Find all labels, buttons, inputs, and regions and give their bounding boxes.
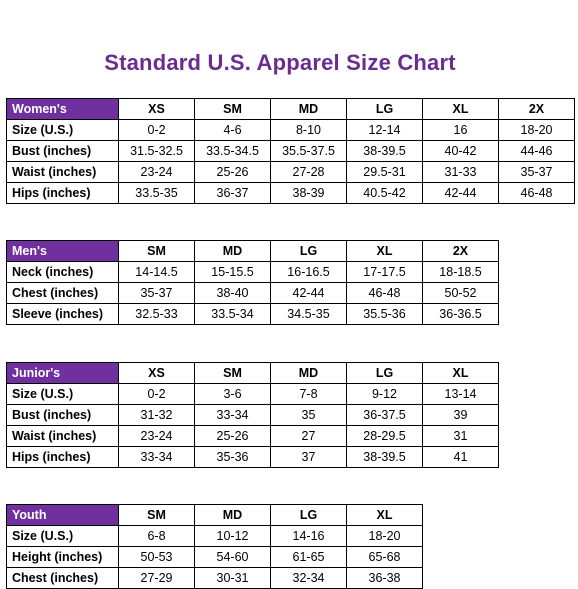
table-row [7, 141, 575, 162]
cell-value: 31-32 [119, 405, 195, 426]
cell-value: 3-6 [195, 384, 271, 405]
cell-value: 18-18.5 [423, 262, 499, 283]
cell-value: 27 [271, 426, 347, 447]
table-row [7, 568, 423, 589]
table-row [7, 405, 499, 426]
table-row [7, 183, 575, 204]
cell-value: 35-37 [119, 283, 195, 304]
column-header: LG [271, 505, 347, 526]
table-row [7, 384, 499, 405]
table-category-header: Junior's [7, 363, 119, 384]
cell-value: 6-8 [119, 526, 195, 547]
cell-value: 36-36.5 [423, 304, 499, 325]
cell-value: 35-36 [195, 447, 271, 468]
cell-value: 16-16.5 [271, 262, 347, 283]
cell-value: 15-15.5 [195, 262, 271, 283]
cell-value: 31 [423, 426, 499, 447]
cell-value: 36-38 [347, 568, 423, 589]
cell-value: 33.5-35 [119, 183, 195, 204]
table-row [7, 426, 499, 447]
column-header: SM [195, 99, 271, 120]
cell-value: 50-53 [119, 547, 195, 568]
page-title: Standard U.S. Apparel Size Chart [104, 50, 456, 75]
cell-value: 54-60 [195, 547, 271, 568]
column-header: XL [347, 505, 423, 526]
cell-value: 12-14 [347, 120, 423, 141]
table-row [7, 547, 423, 568]
table-category-header: Men's [7, 241, 119, 262]
column-header: XL [423, 99, 499, 120]
row-label: Chest (inches) [7, 283, 119, 304]
cell-value: 46-48 [499, 183, 575, 204]
table-row [7, 526, 423, 547]
table-row [7, 162, 575, 183]
cell-value: 31.5-32.5 [119, 141, 195, 162]
table-row [7, 447, 499, 468]
cell-value: 42-44 [271, 283, 347, 304]
cell-value: 40-42 [423, 141, 499, 162]
column-header: MD [195, 241, 271, 262]
cell-value: 33-34 [119, 447, 195, 468]
row-label: Bust (inches) [7, 405, 119, 426]
row-label: Waist (inches) [7, 426, 119, 447]
row-label: Hips (inches) [7, 183, 119, 204]
table-row [7, 120, 575, 141]
row-label: Bust (inches) [7, 141, 119, 162]
cell-value: 18-20 [347, 526, 423, 547]
column-header: LG [271, 241, 347, 262]
cell-value: 0-2 [119, 384, 195, 405]
row-label: Sleeve (inches) [7, 304, 119, 325]
cell-value: 39 [423, 405, 499, 426]
cell-value: 28-29.5 [347, 426, 423, 447]
table-row [7, 262, 499, 283]
table-row [7, 304, 499, 325]
cell-value: 35 [271, 405, 347, 426]
row-label: Chest (inches) [7, 568, 119, 589]
cell-value: 36-37 [195, 183, 271, 204]
column-header: XL [347, 241, 423, 262]
cell-value: 34.5-35 [271, 304, 347, 325]
cell-value: 46-48 [347, 283, 423, 304]
cell-value: 44-46 [499, 141, 575, 162]
column-header: SM [195, 363, 271, 384]
mens-size-table [6, 240, 499, 325]
cell-value: 65-68 [347, 547, 423, 568]
cell-value: 42-44 [423, 183, 499, 204]
cell-value: 7-8 [271, 384, 347, 405]
cell-value: 33-34 [195, 405, 271, 426]
cell-value: 25-26 [195, 426, 271, 447]
cell-value: 31-33 [423, 162, 499, 183]
cell-value: 14-14.5 [119, 262, 195, 283]
cell-value: 38-39.5 [347, 141, 423, 162]
cell-value: 35-37 [499, 162, 575, 183]
cell-value: 61-65 [271, 547, 347, 568]
column-header: MD [271, 363, 347, 384]
cell-value: 40.5-42 [347, 183, 423, 204]
row-label: Waist (inches) [7, 162, 119, 183]
cell-value: 10-12 [195, 526, 271, 547]
cell-value: 30-31 [195, 568, 271, 589]
cell-value: 32-34 [271, 568, 347, 589]
table-header-row [7, 505, 423, 526]
cell-value: 27-28 [271, 162, 347, 183]
youth-size-table [6, 504, 423, 589]
cell-value: 38-40 [195, 283, 271, 304]
cell-value: 29.5-31 [347, 162, 423, 183]
row-label: Size (U.S.) [7, 120, 119, 141]
cell-value: 36-37.5 [347, 405, 423, 426]
cell-value: 27-29 [119, 568, 195, 589]
column-header: XS [119, 363, 195, 384]
cell-value: 38-39.5 [347, 447, 423, 468]
cell-value: 13-14 [423, 384, 499, 405]
womens-size-table [6, 98, 575, 204]
table-category-header: Women's [7, 99, 119, 120]
table-header-row [7, 99, 575, 120]
cell-value: 8-10 [271, 120, 347, 141]
column-header: XL [423, 363, 499, 384]
column-header: SM [119, 505, 195, 526]
cell-value: 18-20 [499, 120, 575, 141]
juniors-size-table [6, 362, 499, 468]
cell-value: 35.5-36 [347, 304, 423, 325]
column-header: MD [271, 99, 347, 120]
row-label: Neck (inches) [7, 262, 119, 283]
table-category-header: Youth [7, 505, 119, 526]
cell-value: 16 [423, 120, 499, 141]
cell-value: 50-52 [423, 283, 499, 304]
cell-value: 33.5-34 [195, 304, 271, 325]
cell-value: 25-26 [195, 162, 271, 183]
cell-value: 33.5-34.5 [195, 141, 271, 162]
table-header-row [7, 363, 499, 384]
column-header: 2X [499, 99, 575, 120]
cell-value: 14-16 [271, 526, 347, 547]
column-header: SM [119, 241, 195, 262]
column-header: 2X [423, 241, 499, 262]
cell-value: 32.5-33 [119, 304, 195, 325]
cell-value: 23-24 [119, 162, 195, 183]
cell-value: 38-39 [271, 183, 347, 204]
row-label: Size (U.S.) [7, 526, 119, 547]
cell-value: 17-17.5 [347, 262, 423, 283]
row-label: Hips (inches) [7, 447, 119, 468]
row-label: Size (U.S.) [7, 384, 119, 405]
cell-value: 4-6 [195, 120, 271, 141]
column-header: LG [347, 363, 423, 384]
cell-value: 0-2 [119, 120, 195, 141]
column-header: MD [195, 505, 271, 526]
column-header: LG [347, 99, 423, 120]
cell-value: 41 [423, 447, 499, 468]
row-label: Height (inches) [7, 547, 119, 568]
cell-value: 9-12 [347, 384, 423, 405]
cell-value: 35.5-37.5 [271, 141, 347, 162]
cell-value: 23-24 [119, 426, 195, 447]
table-header-row [7, 241, 499, 262]
column-header: XS [119, 99, 195, 120]
cell-value: 37 [271, 447, 347, 468]
table-row [7, 283, 499, 304]
